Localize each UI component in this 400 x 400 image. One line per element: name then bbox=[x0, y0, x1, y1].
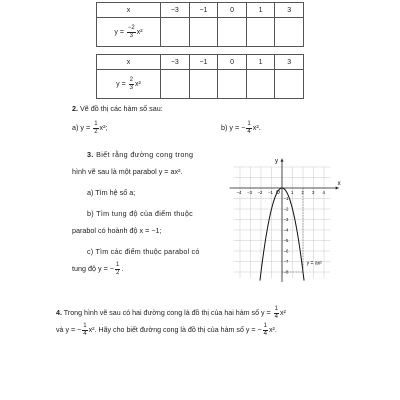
table-cell: 1 bbox=[246, 3, 275, 18]
table-cell: −3 bbox=[160, 55, 189, 70]
y-tick-label: −6 bbox=[283, 248, 289, 254]
x-axis-label: x bbox=[337, 181, 341, 187]
values-table-1 bbox=[96, 2, 304, 47]
x-tick-label: 2 bbox=[301, 190, 304, 195]
table-cell bbox=[246, 18, 275, 47]
y-axis-arrow bbox=[280, 159, 283, 162]
table-cell: −1 bbox=[189, 55, 218, 70]
x-tick-label: −1 bbox=[268, 190, 273, 195]
x-tick-label: −3 bbox=[247, 190, 252, 195]
x-tick-label: 1 bbox=[291, 190, 294, 195]
table-cell: 3 bbox=[275, 3, 304, 18]
table-row bbox=[97, 70, 304, 99]
origin-label: O bbox=[276, 190, 280, 196]
table-cell: −1 bbox=[189, 3, 218, 18]
fraction: $\frac{1}{2}$ bbox=[115, 262, 120, 276]
table-cell bbox=[218, 70, 247, 99]
curve-label: y = ax² bbox=[306, 260, 322, 267]
y-axis-label: y bbox=[275, 158, 278, 165]
table-cell bbox=[275, 18, 304, 47]
exercise-3-c-line-2: tung độ y = − $\frac{1}{2}$ . bbox=[72, 262, 124, 276]
fraction: $\frac{1}{4}$ bbox=[263, 323, 267, 337]
exercise-3-b-line-1: b) Tìm tung độ của điểm thuộc bbox=[87, 209, 194, 218]
table-cell: 3 bbox=[275, 55, 304, 70]
table-cell bbox=[161, 18, 190, 47]
parabola-graph bbox=[226, 152, 356, 282]
table-cell: 0 bbox=[218, 55, 247, 70]
exercise-3-a: a) Tìm hệ số a; bbox=[87, 188, 136, 197]
table-cell bbox=[275, 70, 304, 99]
x-tick-label: −4 bbox=[236, 190, 242, 195]
table-cell bbox=[160, 70, 189, 99]
x-tick-label: 3 bbox=[312, 190, 315, 195]
table-cell: 1 bbox=[246, 55, 275, 70]
table-cell bbox=[189, 18, 218, 47]
exercise-3-c-line-1: c) Tìm các điểm thuộc parabol có bbox=[87, 247, 200, 256]
exercise-3-b-line-2: parabol có hoành độ x = −1; bbox=[72, 226, 162, 235]
y-tick-label: −7 bbox=[283, 259, 289, 264]
table-cell bbox=[218, 18, 247, 47]
y-tick-label: −8 bbox=[283, 269, 289, 275]
table-row bbox=[97, 55, 304, 70]
table-header-y: y = $\frac{-2}{3}$ x² bbox=[97, 18, 161, 47]
table-row bbox=[97, 3, 304, 18]
exercise-2-part-a: a) y = $\frac{1}{2}$ x²; bbox=[72, 121, 108, 135]
exercise-4-line-2: và y = − $\frac{1}{4}$ x². Hãy cho biết đường cong là đồ thị của hàm số y = − $\frac{1}{4}$ x². bbox=[56, 323, 277, 337]
fraction: $\frac{1}{2}$ bbox=[94, 121, 98, 135]
exercise-3-line-1: 3. Biết rằng đường cong trong bbox=[87, 150, 194, 159]
y-tick-label: −3 bbox=[283, 217, 289, 222]
fraction: $\frac{1}{4}$ bbox=[274, 306, 278, 320]
table-cell: −3 bbox=[161, 3, 190, 18]
y-tick-label: −5 bbox=[283, 238, 289, 243]
x-tick-label: 4 bbox=[322, 190, 325, 195]
exercise-2-heading: 2. Vẽ đồ thị các hàm số sau: bbox=[72, 104, 163, 113]
table-header-x: x bbox=[97, 3, 161, 18]
table-header-y: y = $\frac{2}{3}$ x² bbox=[97, 70, 161, 99]
table-row bbox=[97, 18, 304, 47]
values-table-2 bbox=[96, 54, 304, 99]
table-cell bbox=[189, 70, 218, 99]
fraction: $\frac{1}{4}$ bbox=[83, 323, 87, 337]
y-tick-label: −2 bbox=[283, 206, 289, 212]
exercise-4-line-1: 4. Trong hình vẽ sau có hai đường cong là đồ thị của hai hàm số y = $\frac{1}{4}$ x² bbox=[56, 306, 286, 320]
y-tick-label: −1 bbox=[283, 196, 289, 201]
x-tick-label: −2 bbox=[257, 190, 263, 195]
fraction: $\frac{1}{4}$ bbox=[247, 121, 251, 135]
table-header-x: x bbox=[97, 55, 161, 70]
table-cell bbox=[246, 70, 275, 99]
y-tick-label: −4 bbox=[283, 227, 289, 233]
table-cell: 0 bbox=[218, 3, 247, 18]
exercise-2-part-b: b) y = − $\frac{1}{4}$ x². bbox=[221, 121, 261, 135]
exercise-3-line-2: hình vẽ sau là một parabol y = ax². bbox=[72, 167, 183, 176]
fraction: $\frac{2}{3}$ bbox=[129, 77, 133, 91]
fraction: $\frac{-2}{3}$ bbox=[127, 25, 135, 39]
